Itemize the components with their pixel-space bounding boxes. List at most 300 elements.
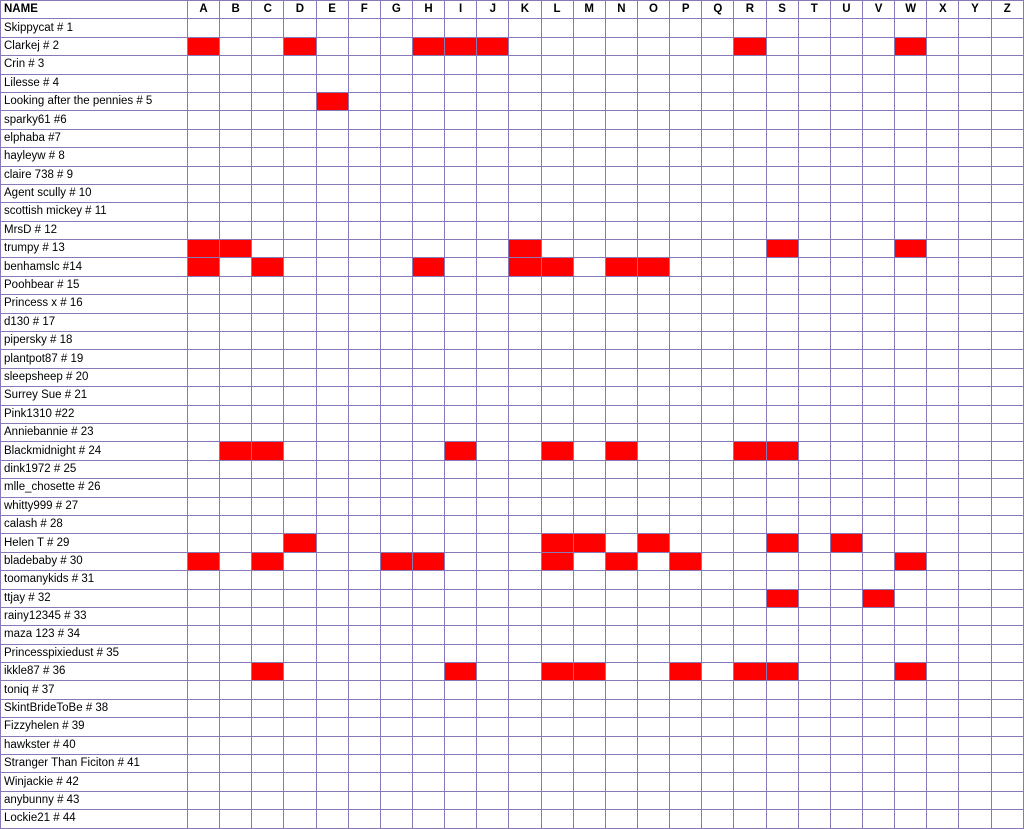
grid-cell-n[interactable] <box>605 810 637 828</box>
grid-cell-h[interactable] <box>412 276 444 294</box>
marked-cell-s[interactable] <box>766 442 798 460</box>
grid-cell-y[interactable] <box>959 515 991 533</box>
grid-cell-v[interactable] <box>862 607 894 625</box>
grid-cell-a[interactable] <box>187 313 219 331</box>
grid-cell-o[interactable] <box>637 571 669 589</box>
grid-cell-b[interactable] <box>220 332 252 350</box>
grid-cell-e[interactable] <box>316 773 348 791</box>
grid-cell-t[interactable] <box>798 479 830 497</box>
grid-cell-l[interactable] <box>541 423 573 441</box>
grid-cell-j[interactable] <box>477 276 509 294</box>
grid-cell-p[interactable] <box>670 111 702 129</box>
grid-cell-a[interactable] <box>187 203 219 221</box>
column-header-o[interactable]: O <box>637 1 669 19</box>
grid-cell-j[interactable] <box>477 718 509 736</box>
grid-cell-t[interactable] <box>798 295 830 313</box>
grid-cell-h[interactable] <box>412 699 444 717</box>
grid-cell-q[interactable] <box>702 148 734 166</box>
grid-cell-m[interactable] <box>573 681 605 699</box>
grid-cell-b[interactable] <box>220 148 252 166</box>
grid-cell-c[interactable] <box>252 19 284 37</box>
marked-cell-n[interactable] <box>605 258 637 276</box>
grid-cell-w[interactable] <box>895 350 927 368</box>
grid-cell-c[interactable] <box>252 405 284 423</box>
grid-cell-m[interactable] <box>573 258 605 276</box>
grid-cell-u[interactable] <box>830 276 862 294</box>
marked-cell-m[interactable] <box>573 534 605 552</box>
marked-cell-b[interactable] <box>220 240 252 258</box>
grid-cell-y[interactable] <box>959 663 991 681</box>
marked-cell-m[interactable] <box>573 663 605 681</box>
grid-cell-w[interactable] <box>895 810 927 828</box>
column-header-c[interactable]: C <box>252 1 284 19</box>
grid-cell-b[interactable] <box>220 350 252 368</box>
grid-cell-p[interactable] <box>670 681 702 699</box>
marked-cell-s[interactable] <box>766 589 798 607</box>
grid-cell-z[interactable] <box>991 203 1023 221</box>
grid-cell-w[interactable] <box>895 74 927 92</box>
column-header-h[interactable]: H <box>412 1 444 19</box>
grid-cell-x[interactable] <box>927 19 959 37</box>
grid-cell-v[interactable] <box>862 810 894 828</box>
grid-cell-w[interactable] <box>895 791 927 809</box>
grid-cell-m[interactable] <box>573 644 605 662</box>
grid-cell-w[interactable] <box>895 166 927 184</box>
grid-cell-c[interactable] <box>252 350 284 368</box>
marked-cell-l[interactable] <box>541 258 573 276</box>
grid-cell-x[interactable] <box>927 111 959 129</box>
grid-cell-g[interactable] <box>380 718 412 736</box>
grid-cell-p[interactable] <box>670 258 702 276</box>
column-header-p[interactable]: P <box>670 1 702 19</box>
grid-cell-z[interactable] <box>991 718 1023 736</box>
grid-cell-u[interactable] <box>830 129 862 147</box>
grid-cell-p[interactable] <box>670 791 702 809</box>
grid-cell-e[interactable] <box>316 718 348 736</box>
grid-cell-q[interactable] <box>702 129 734 147</box>
grid-cell-m[interactable] <box>573 405 605 423</box>
grid-cell-f[interactable] <box>348 129 380 147</box>
grid-cell-f[interactable] <box>348 276 380 294</box>
grid-cell-i[interactable] <box>445 56 477 74</box>
column-header-m[interactable]: M <box>573 1 605 19</box>
grid-cell-m[interactable] <box>573 221 605 239</box>
grid-cell-w[interactable] <box>895 718 927 736</box>
grid-cell-x[interactable] <box>927 92 959 110</box>
grid-cell-d[interactable] <box>284 644 316 662</box>
grid-cell-e[interactable] <box>316 479 348 497</box>
grid-cell-k[interactable] <box>509 221 541 239</box>
grid-cell-c[interactable] <box>252 184 284 202</box>
marked-cell-j[interactable] <box>477 37 509 55</box>
grid-cell-n[interactable] <box>605 56 637 74</box>
grid-cell-w[interactable] <box>895 626 927 644</box>
marked-cell-h[interactable] <box>412 37 444 55</box>
grid-cell-i[interactable] <box>445 129 477 147</box>
grid-cell-b[interactable] <box>220 607 252 625</box>
grid-cell-o[interactable] <box>637 221 669 239</box>
grid-cell-w[interactable] <box>895 607 927 625</box>
grid-cell-g[interactable] <box>380 589 412 607</box>
grid-cell-d[interactable] <box>284 74 316 92</box>
grid-cell-z[interactable] <box>991 736 1023 754</box>
grid-cell-g[interactable] <box>380 405 412 423</box>
grid-cell-x[interactable] <box>927 148 959 166</box>
grid-cell-j[interactable] <box>477 423 509 441</box>
grid-cell-e[interactable] <box>316 442 348 460</box>
grid-cell-z[interactable] <box>991 276 1023 294</box>
grid-cell-z[interactable] <box>991 387 1023 405</box>
grid-cell-z[interactable] <box>991 129 1023 147</box>
grid-cell-j[interactable] <box>477 607 509 625</box>
grid-cell-x[interactable] <box>927 295 959 313</box>
grid-cell-v[interactable] <box>862 534 894 552</box>
grid-cell-g[interactable] <box>380 258 412 276</box>
column-header-x[interactable]: X <box>927 1 959 19</box>
grid-cell-q[interactable] <box>702 19 734 37</box>
grid-cell-t[interactable] <box>798 810 830 828</box>
grid-cell-h[interactable] <box>412 681 444 699</box>
grid-cell-f[interactable] <box>348 791 380 809</box>
grid-cell-s[interactable] <box>766 74 798 92</box>
grid-cell-a[interactable] <box>187 736 219 754</box>
grid-cell-t[interactable] <box>798 240 830 258</box>
column-header-n[interactable]: N <box>605 1 637 19</box>
grid-cell-j[interactable] <box>477 663 509 681</box>
grid-cell-p[interactable] <box>670 460 702 478</box>
grid-cell-f[interactable] <box>348 644 380 662</box>
grid-cell-t[interactable] <box>798 589 830 607</box>
grid-cell-w[interactable] <box>895 534 927 552</box>
grid-cell-s[interactable] <box>766 332 798 350</box>
grid-cell-h[interactable] <box>412 791 444 809</box>
grid-cell-p[interactable] <box>670 240 702 258</box>
grid-cell-f[interactable] <box>348 313 380 331</box>
marked-cell-l[interactable] <box>541 442 573 460</box>
grid-cell-l[interactable] <box>541 718 573 736</box>
grid-cell-p[interactable] <box>670 313 702 331</box>
grid-cell-g[interactable] <box>380 19 412 37</box>
grid-cell-o[interactable] <box>637 184 669 202</box>
grid-cell-h[interactable] <box>412 534 444 552</box>
grid-cell-m[interactable] <box>573 313 605 331</box>
grid-cell-f[interactable] <box>348 626 380 644</box>
grid-cell-t[interactable] <box>798 663 830 681</box>
grid-cell-h[interactable] <box>412 460 444 478</box>
grid-cell-l[interactable] <box>541 148 573 166</box>
grid-cell-q[interactable] <box>702 571 734 589</box>
grid-cell-y[interactable] <box>959 350 991 368</box>
grid-cell-c[interactable] <box>252 810 284 828</box>
grid-cell-k[interactable] <box>509 350 541 368</box>
grid-cell-s[interactable] <box>766 460 798 478</box>
grid-cell-k[interactable] <box>509 460 541 478</box>
grid-cell-j[interactable] <box>477 92 509 110</box>
grid-cell-p[interactable] <box>670 37 702 55</box>
grid-cell-v[interactable] <box>862 497 894 515</box>
grid-cell-f[interactable] <box>348 773 380 791</box>
grid-cell-m[interactable] <box>573 148 605 166</box>
grid-cell-y[interactable] <box>959 203 991 221</box>
grid-cell-h[interactable] <box>412 240 444 258</box>
grid-cell-o[interactable] <box>637 552 669 570</box>
grid-cell-c[interactable] <box>252 736 284 754</box>
grid-cell-j[interactable] <box>477 221 509 239</box>
grid-cell-e[interactable] <box>316 589 348 607</box>
grid-cell-w[interactable] <box>895 184 927 202</box>
grid-cell-p[interactable] <box>670 755 702 773</box>
grid-cell-q[interactable] <box>702 626 734 644</box>
marked-cell-d[interactable] <box>284 37 316 55</box>
grid-cell-b[interactable] <box>220 791 252 809</box>
grid-cell-u[interactable] <box>830 405 862 423</box>
grid-cell-h[interactable] <box>412 56 444 74</box>
grid-cell-u[interactable] <box>830 92 862 110</box>
grid-cell-r[interactable] <box>734 313 766 331</box>
grid-cell-c[interactable] <box>252 203 284 221</box>
grid-cell-t[interactable] <box>798 626 830 644</box>
grid-cell-m[interactable] <box>573 92 605 110</box>
grid-cell-g[interactable] <box>380 332 412 350</box>
grid-cell-t[interactable] <box>798 92 830 110</box>
grid-cell-e[interactable] <box>316 56 348 74</box>
grid-cell-t[interactable] <box>798 129 830 147</box>
grid-cell-y[interactable] <box>959 607 991 625</box>
grid-cell-k[interactable] <box>509 626 541 644</box>
grid-cell-m[interactable] <box>573 295 605 313</box>
grid-cell-d[interactable] <box>284 129 316 147</box>
grid-cell-v[interactable] <box>862 718 894 736</box>
grid-cell-h[interactable] <box>412 184 444 202</box>
name-cell[interactable]: Winjackie # 42 <box>1 773 188 791</box>
grid-cell-m[interactable] <box>573 166 605 184</box>
marked-cell-r[interactable] <box>734 442 766 460</box>
grid-cell-t[interactable] <box>798 791 830 809</box>
grid-cell-z[interactable] <box>991 258 1023 276</box>
grid-cell-q[interactable] <box>702 56 734 74</box>
grid-cell-d[interactable] <box>284 423 316 441</box>
grid-cell-f[interactable] <box>348 589 380 607</box>
grid-cell-n[interactable] <box>605 148 637 166</box>
grid-cell-u[interactable] <box>830 332 862 350</box>
grid-cell-s[interactable] <box>766 644 798 662</box>
grid-cell-z[interactable] <box>991 405 1023 423</box>
grid-cell-o[interactable] <box>637 350 669 368</box>
grid-cell-w[interactable] <box>895 56 927 74</box>
grid-cell-r[interactable] <box>734 571 766 589</box>
grid-cell-g[interactable] <box>380 681 412 699</box>
grid-cell-u[interactable] <box>830 736 862 754</box>
grid-cell-s[interactable] <box>766 184 798 202</box>
grid-cell-m[interactable] <box>573 718 605 736</box>
grid-cell-x[interactable] <box>927 755 959 773</box>
grid-cell-c[interactable] <box>252 56 284 74</box>
grid-cell-c[interactable] <box>252 221 284 239</box>
name-cell[interactable]: benhamslc #14 <box>1 258 188 276</box>
grid-cell-c[interactable] <box>252 644 284 662</box>
grid-cell-s[interactable] <box>766 92 798 110</box>
grid-cell-q[interactable] <box>702 607 734 625</box>
grid-cell-h[interactable] <box>412 368 444 386</box>
grid-cell-o[interactable] <box>637 423 669 441</box>
grid-cell-n[interactable] <box>605 773 637 791</box>
grid-cell-t[interactable] <box>798 148 830 166</box>
grid-cell-p[interactable] <box>670 736 702 754</box>
grid-cell-n[interactable] <box>605 699 637 717</box>
grid-cell-p[interactable] <box>670 203 702 221</box>
grid-cell-p[interactable] <box>670 350 702 368</box>
grid-cell-f[interactable] <box>348 56 380 74</box>
grid-cell-y[interactable] <box>959 184 991 202</box>
grid-cell-b[interactable] <box>220 681 252 699</box>
grid-cell-f[interactable] <box>348 148 380 166</box>
grid-cell-k[interactable] <box>509 184 541 202</box>
grid-cell-c[interactable] <box>252 515 284 533</box>
grid-cell-z[interactable] <box>991 368 1023 386</box>
grid-cell-l[interactable] <box>541 166 573 184</box>
grid-cell-o[interactable] <box>637 442 669 460</box>
grid-cell-g[interactable] <box>380 460 412 478</box>
grid-cell-w[interactable] <box>895 111 927 129</box>
grid-cell-n[interactable] <box>605 515 637 533</box>
grid-cell-k[interactable] <box>509 332 541 350</box>
grid-cell-y[interactable] <box>959 148 991 166</box>
grid-cell-z[interactable] <box>991 497 1023 515</box>
grid-cell-d[interactable] <box>284 350 316 368</box>
grid-cell-h[interactable] <box>412 111 444 129</box>
grid-cell-n[interactable] <box>605 681 637 699</box>
grid-cell-c[interactable] <box>252 148 284 166</box>
grid-cell-t[interactable] <box>798 405 830 423</box>
grid-cell-p[interactable] <box>670 534 702 552</box>
grid-cell-g[interactable] <box>380 571 412 589</box>
grid-cell-h[interactable] <box>412 644 444 662</box>
grid-cell-v[interactable] <box>862 129 894 147</box>
marked-cell-w[interactable] <box>895 37 927 55</box>
grid-cell-i[interactable] <box>445 221 477 239</box>
grid-cell-i[interactable] <box>445 589 477 607</box>
grid-cell-b[interactable] <box>220 129 252 147</box>
grid-cell-f[interactable] <box>348 240 380 258</box>
grid-cell-x[interactable] <box>927 607 959 625</box>
grid-cell-i[interactable] <box>445 276 477 294</box>
grid-cell-j[interactable] <box>477 773 509 791</box>
grid-cell-e[interactable] <box>316 111 348 129</box>
grid-cell-u[interactable] <box>830 589 862 607</box>
grid-cell-k[interactable] <box>509 313 541 331</box>
grid-cell-r[interactable] <box>734 19 766 37</box>
grid-cell-u[interactable] <box>830 258 862 276</box>
grid-cell-o[interactable] <box>637 313 669 331</box>
grid-cell-m[interactable] <box>573 460 605 478</box>
grid-cell-x[interactable] <box>927 718 959 736</box>
grid-cell-m[interactable] <box>573 442 605 460</box>
grid-cell-x[interactable] <box>927 663 959 681</box>
grid-cell-q[interactable] <box>702 534 734 552</box>
grid-cell-h[interactable] <box>412 423 444 441</box>
name-cell[interactable]: ikkle87 # 36 <box>1 663 188 681</box>
grid-cell-o[interactable] <box>637 56 669 74</box>
grid-cell-b[interactable] <box>220 755 252 773</box>
grid-cell-t[interactable] <box>798 681 830 699</box>
grid-cell-b[interactable] <box>220 74 252 92</box>
name-cell[interactable]: claire 738 # 9 <box>1 166 188 184</box>
grid-cell-m[interactable] <box>573 810 605 828</box>
grid-cell-p[interactable] <box>670 148 702 166</box>
column-header-g[interactable]: G <box>380 1 412 19</box>
grid-cell-z[interactable] <box>991 166 1023 184</box>
grid-cell-t[interactable] <box>798 442 830 460</box>
grid-cell-k[interactable] <box>509 423 541 441</box>
grid-cell-x[interactable] <box>927 773 959 791</box>
name-cell[interactable]: Lockie21 # 44 <box>1 810 188 828</box>
grid-cell-f[interactable] <box>348 755 380 773</box>
grid-cell-i[interactable] <box>445 258 477 276</box>
grid-cell-r[interactable] <box>734 184 766 202</box>
grid-cell-f[interactable] <box>348 736 380 754</box>
grid-cell-b[interactable] <box>220 497 252 515</box>
grid-cell-k[interactable] <box>509 773 541 791</box>
grid-cell-y[interactable] <box>959 699 991 717</box>
grid-cell-j[interactable] <box>477 497 509 515</box>
grid-cell-o[interactable] <box>637 129 669 147</box>
grid-cell-o[interactable] <box>637 589 669 607</box>
marked-cell-s[interactable] <box>766 663 798 681</box>
grid-cell-f[interactable] <box>348 479 380 497</box>
grid-cell-j[interactable] <box>477 240 509 258</box>
marked-cell-c[interactable] <box>252 552 284 570</box>
grid-cell-o[interactable] <box>637 515 669 533</box>
grid-cell-o[interactable] <box>637 626 669 644</box>
grid-cell-b[interactable] <box>220 37 252 55</box>
grid-cell-w[interactable] <box>895 497 927 515</box>
grid-cell-d[interactable] <box>284 773 316 791</box>
grid-cell-f[interactable] <box>348 423 380 441</box>
grid-cell-s[interactable] <box>766 552 798 570</box>
grid-cell-s[interactable] <box>766 699 798 717</box>
grid-cell-b[interactable] <box>220 718 252 736</box>
grid-cell-f[interactable] <box>348 350 380 368</box>
grid-cell-m[interactable] <box>573 184 605 202</box>
grid-cell-h[interactable] <box>412 571 444 589</box>
grid-cell-b[interactable] <box>220 203 252 221</box>
grid-cell-l[interactable] <box>541 387 573 405</box>
name-cell[interactable]: hayleyw # 8 <box>1 148 188 166</box>
grid-cell-w[interactable] <box>895 571 927 589</box>
marked-cell-a[interactable] <box>187 240 219 258</box>
grid-cell-d[interactable] <box>284 699 316 717</box>
grid-cell-j[interactable] <box>477 295 509 313</box>
grid-cell-l[interactable] <box>541 56 573 74</box>
grid-cell-u[interactable] <box>830 148 862 166</box>
grid-cell-n[interactable] <box>605 607 637 625</box>
grid-cell-g[interactable] <box>380 699 412 717</box>
grid-cell-i[interactable] <box>445 534 477 552</box>
grid-cell-c[interactable] <box>252 240 284 258</box>
grid-cell-t[interactable] <box>798 203 830 221</box>
grid-cell-i[interactable] <box>445 111 477 129</box>
grid-cell-v[interactable] <box>862 313 894 331</box>
grid-cell-o[interactable] <box>637 736 669 754</box>
name-cell[interactable]: mlle_chosette # 26 <box>1 479 188 497</box>
grid-cell-s[interactable] <box>766 773 798 791</box>
grid-cell-w[interactable] <box>895 681 927 699</box>
grid-cell-r[interactable] <box>734 607 766 625</box>
grid-cell-r[interactable] <box>734 368 766 386</box>
grid-cell-h[interactable] <box>412 92 444 110</box>
grid-cell-h[interactable] <box>412 589 444 607</box>
grid-cell-a[interactable] <box>187 19 219 37</box>
